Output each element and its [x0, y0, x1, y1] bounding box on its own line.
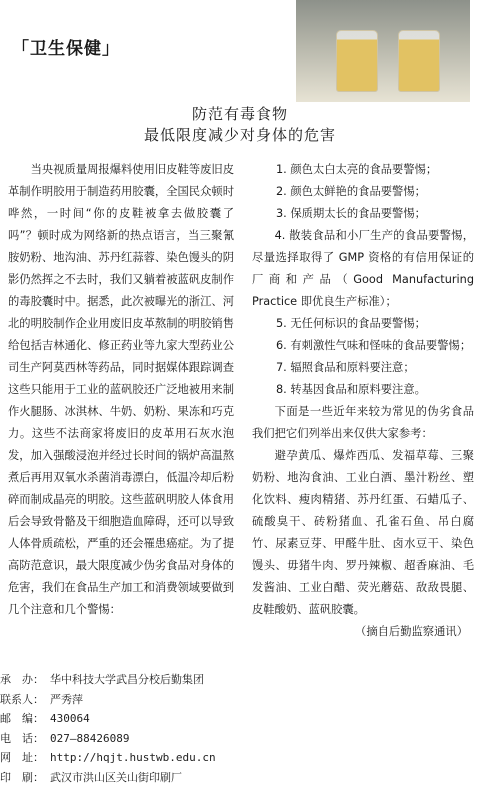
section-tag: 「卫生保健」: [12, 39, 120, 59]
footer-label: 邮 编：: [0, 712, 44, 725]
foods-paragraph: 避孕黄瓜、爆炸西瓜、发福草莓、三聚奶粉、地沟食油、工业白酒、墨汁粉丝、塑化饮料、瘦肉精猪、苏丹红蛋、石蜡瓜子、硫酸臭干、砖粉猪血、孔雀石鱼、吊白腐竹、尿素豆芽、甲醛牛肚、卤水豆干、染色馒头、毋猪牛肉、罗丹辣椒、超香麻油、毛发酱油、工业白醋、荧光蘑菇、敌敌畏腿、皮鞋酸奶、蓝矾胶囊。: [252, 449, 474, 616]
alert-item: 4. 散装食品和小厂生产的食品要警惕，尽量选择取得了 GMP 资格的有信用保证的厂商和产品（Good Manufacturing Practice 即优良生产标准）；: [252, 229, 474, 308]
alert-item: 5. 无任何标识的食品要警惕；: [276, 317, 426, 330]
footer-line: [0, 729, 216, 749]
footer-label: 印 刷：: [0, 770, 44, 784]
right-column: [252, 159, 474, 643]
alert-item: 7. 辐照食品和原料要注意；: [276, 361, 415, 374]
capsule-jar-image: [398, 30, 440, 92]
footer-line: [0, 768, 216, 788]
intro-paragraph: 下面是一些近年来较为常见的伪劣食品我们把它们列举出来仅供大家参考：: [252, 405, 474, 440]
alert-item: 1. 颜色太白太亮的食品要警惕；: [276, 163, 438, 176]
footer-info: [0, 670, 216, 787]
left-column: [8, 159, 234, 621]
phone-value: 027—88426089: [50, 731, 130, 745]
footer-label: 联系人：: [0, 692, 44, 706]
body-paragraph: 当央视质量周报爆料使用旧皮鞋等废旧皮革制作明胶用于制造药用胶囊，全国民众顿时哗然，一时间“你的皮鞋被拿去做胶囊了吗”？顿时成为网络新的热点语言，当三聚氰胺奶粉、地沟油、苏丹红蒜蓉、染色馒头的阴影仍然挥之不去时，我们又躺着被蓝矾皮制作的毒胶囊时中。据悉，此次被曝光的浙江、河北的明胶制作企业用废旧皮革熬制的明胶销售给包括吉林通化、修正药业等九家大型药业公司生产阿莫西林等药品，同时据媒体跟踪调查这些只能用于工业的蓝矾胶还广泛地被用来制作火腿肠、冰淇林、牛奶、奶粉、果冻和巧克力。这些不法商家将废旧的皮革用石灰水泡发，加入强酸浸泡并经过长时间的锅炉高温熬煮后再用双氧水杀菌消毒漂白，低温冷却后粉碎而制成晶亮的明胶。这些蓝矾明胶人体食用后会导致骨骼及干细胞造血障碍，还可以导致人体骨质疏松，严重的还会罹患癌症。为了提高防范意识，最大限度减少伪劣食品对身体的危害，我们在食品生产加工和消费领域要做到几个注意和几个警惕：: [8, 163, 234, 616]
organizer-value: 华中科技大学武昌分校后勤集团: [50, 673, 204, 686]
header-photo: [296, 0, 470, 102]
capsule-jar-image: [336, 30, 378, 92]
footer-line: [0, 748, 216, 768]
alert-item: 6. 有刺激性气味和怪味的食品要警惕；: [276, 339, 472, 352]
alert-item: 2. 颜色太鲜艳的食品要警惕；: [276, 185, 426, 198]
footer-label: 网 址：: [0, 751, 44, 764]
alert-item: 3. 保质期太长的食品要警惕；: [276, 207, 426, 220]
website-value: http://hqjt.hustwb.edu.cn: [50, 751, 216, 764]
alert-item: 8. 转基因食品和原料要注意。: [276, 383, 426, 396]
article-title: 防范有毒食物: [191, 105, 288, 123]
postcode-value: 430064: [50, 712, 90, 725]
footer-line: [0, 690, 216, 710]
source-note: （摘自后勤监察通讯）: [355, 625, 468, 638]
footer-label: 承 办：: [0, 673, 44, 686]
footer-line: [0, 709, 216, 729]
contact-value: 严秀萍: [50, 692, 83, 706]
footer-line: [0, 670, 216, 690]
footer-label: 电 话：: [0, 731, 44, 745]
article-subtitle: 最低限度减少对身体的危害: [143, 126, 336, 144]
printer-value: 武汉市洪山区关山街印刷厂: [50, 770, 182, 784]
